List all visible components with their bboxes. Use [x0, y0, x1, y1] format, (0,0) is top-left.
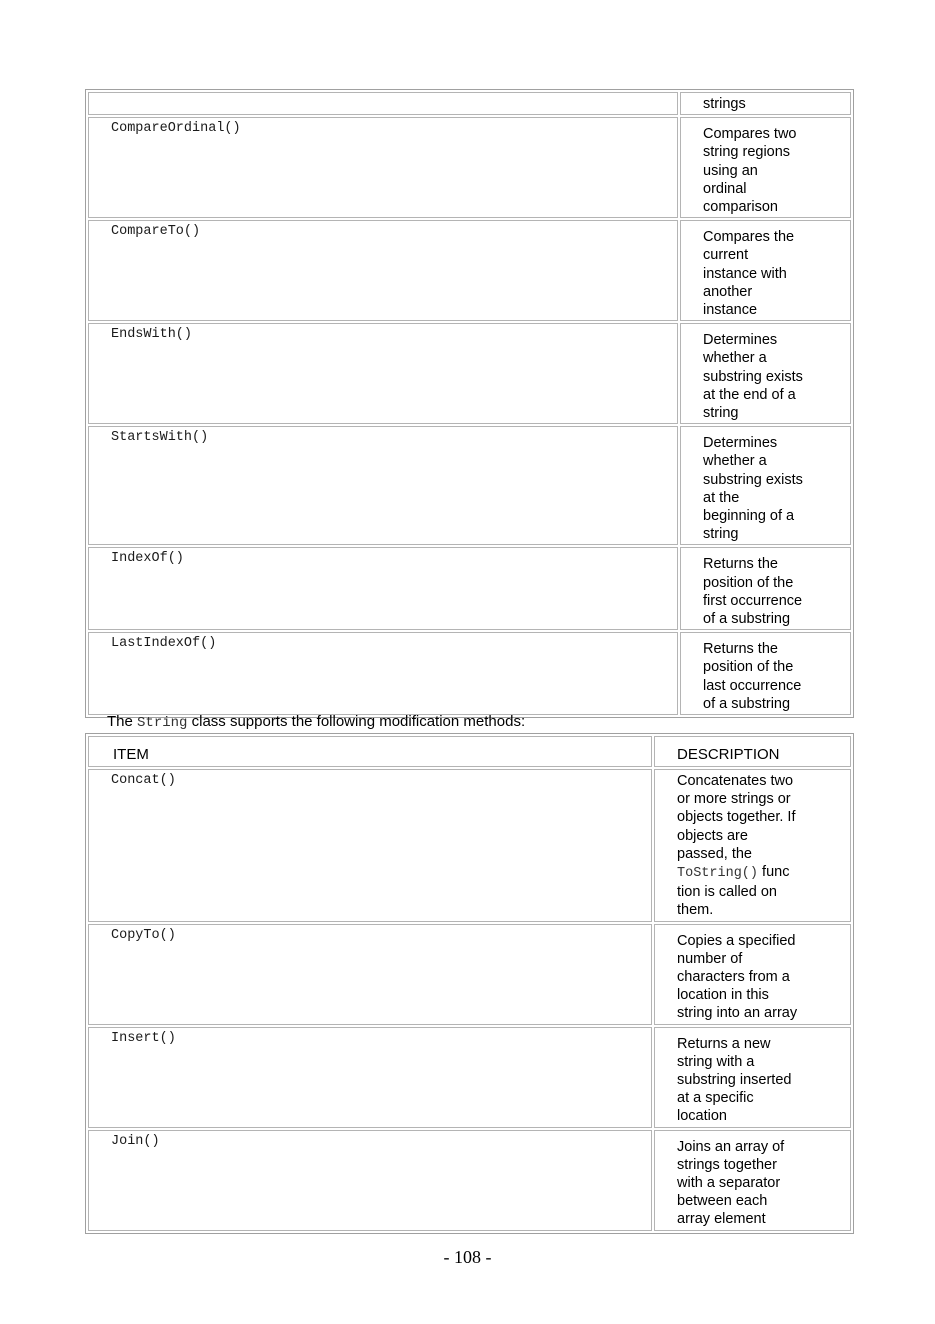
description-text: Compares two string regions using an ordinal comparison [703, 126, 797, 216]
header-item: ITEM [113, 746, 149, 763]
description-cell [680, 220, 851, 321]
header-item-cell [88, 736, 652, 767]
table-row [88, 323, 851, 424]
intro-text-before: The [107, 713, 138, 730]
description-text: Returns a new string with a substring inserted at a specific location [677, 1035, 792, 1125]
table-row [88, 924, 851, 1025]
method-name: EndsWith() [111, 327, 193, 343]
method-name: IndexOf() [111, 551, 184, 567]
method-cell [88, 924, 652, 1025]
description-cell [654, 1130, 851, 1231]
description-cell [654, 924, 851, 1025]
description-cell [680, 632, 851, 715]
method-name: Insert() [111, 1030, 176, 1046]
method-cell [88, 547, 678, 630]
method-name: StartsWith() [111, 430, 209, 446]
method-cell [88, 92, 678, 115]
method-cell [88, 632, 678, 715]
method-cell [88, 1130, 652, 1231]
description-text: Returns the position of the last occurrence of a substring [703, 641, 802, 712]
table-row [88, 1130, 851, 1231]
table-header-row [88, 736, 851, 767]
description-text: Joins an array of strings together with a separator between each array element [677, 1138, 785, 1228]
table-row [88, 426, 851, 545]
concat-desc-before: Concatenates two or more strings or objects together. If objects are passed, the [677, 773, 796, 862]
methods-table-modification [85, 733, 854, 1234]
description-cell [680, 92, 851, 115]
concat-desc-after: func tion is called on them. [677, 864, 790, 919]
table-row [88, 92, 851, 115]
concat-desc-code: ToString() [677, 866, 759, 882]
table-row [88, 1027, 851, 1128]
method-name: Concat() [111, 773, 176, 788]
header-description: DESCRIPTION [677, 746, 780, 763]
description-text: Returns the position of the first occurrence of a substring [703, 556, 803, 628]
description-cell [654, 769, 851, 922]
method-cell [88, 1027, 652, 1128]
table-row [88, 769, 851, 922]
modification-methods-intro [107, 713, 525, 732]
methods-table-comparison [85, 89, 854, 718]
description-cell [680, 323, 851, 424]
table-row [88, 220, 851, 321]
table-row [88, 117, 851, 218]
method-cell [88, 117, 678, 218]
description-cell [654, 1027, 851, 1128]
description-text: strings [703, 96, 746, 112]
description-cell [680, 547, 851, 630]
intro-text-after: class supports the following modification methods: [187, 713, 526, 730]
description-cell [680, 117, 851, 218]
description-text: Compares the current instance with another instance [703, 229, 795, 319]
method-cell [88, 220, 678, 321]
description-text: Determines whether a substring exists at the end of a string [703, 332, 803, 422]
page-number: - 108 - [443, 1247, 492, 1267]
table-row [88, 632, 851, 715]
method-cell [88, 323, 678, 424]
method-name: CompareTo() [111, 224, 201, 240]
intro-code: String [137, 715, 188, 731]
method-cell [88, 426, 678, 545]
description-text: Determines whether a substring exists at the beginning of a string [703, 435, 803, 543]
method-name: CompareOrdinal() [111, 121, 241, 137]
method-name: CopyTo() [111, 927, 176, 943]
method-cell [88, 769, 652, 922]
method-name: LastIndexOf() [111, 636, 217, 652]
description-text [655, 770, 850, 921]
description-text: Copies a specified number of characters from a location in this string into an array [677, 932, 798, 1022]
header-description-cell [654, 736, 851, 767]
description-cell [680, 426, 851, 545]
method-name: Join() [111, 1133, 160, 1149]
table-row [88, 547, 851, 630]
